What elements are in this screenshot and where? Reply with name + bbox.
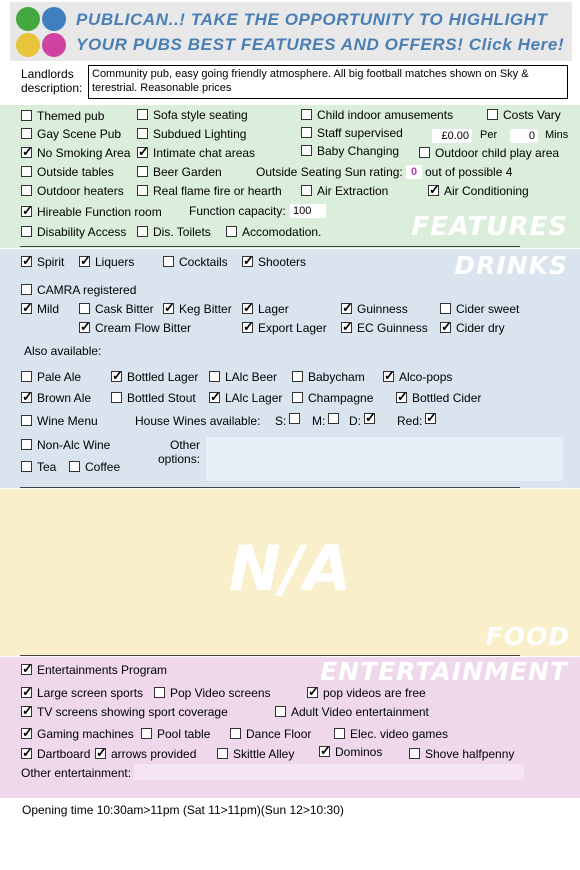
unchecked-checkbox-icon[interactable] [334, 728, 345, 739]
checked-checkbox-icon[interactable] [209, 392, 220, 403]
mins-input[interactable]: 0 [510, 129, 538, 143]
landlord-description-text: Community pub, easy going friendly atmosphere. All big football matches shown on Sky & terestrial. Reasonable prices [88, 65, 568, 99]
wine-m-label: M: [312, 414, 326, 428]
green-circle-icon [16, 7, 40, 31]
checked-checkbox-icon[interactable] [21, 706, 32, 717]
unchecked-checkbox-icon[interactable] [137, 226, 148, 237]
unchecked-checkbox-icon[interactable] [301, 127, 312, 138]
other-options-field[interactable] [206, 437, 563, 481]
banner-headline: PUBLICAN..! TAKE THE OPPORTUNITY TO HIGHLIGHT [76, 10, 548, 29]
features-title: FEATURES [411, 212, 568, 242]
checked-checkbox-icon[interactable] [21, 687, 32, 698]
unchecked-checkbox-icon[interactable] [292, 371, 303, 382]
unchecked-checkbox-icon[interactable] [21, 185, 32, 196]
features-item-label: Intimate chat areas [153, 146, 256, 160]
unchecked-checkbox-icon[interactable] [21, 128, 32, 139]
entertainment-item-label: Elec. video games [350, 727, 449, 741]
entertainment-item-label: Dominos [335, 745, 383, 759]
checked-checkbox-icon[interactable] [163, 303, 174, 314]
unchecked-checkbox-icon[interactable] [292, 392, 303, 403]
drinks-item-label: Non-Alc Wine [37, 438, 111, 452]
checked-checkbox-icon[interactable] [21, 392, 32, 403]
unchecked-checkbox-icon[interactable] [440, 303, 451, 314]
drinks-item-label: Bottled Cider [412, 391, 482, 405]
opening-time: Opening time 10:30am>11pm (Sat 11>11pm)(Sun 12>10:30) [22, 803, 344, 817]
landlord-label-line1: Landlords [21, 67, 74, 81]
features-item-label: Air Extraction [317, 184, 389, 198]
checked-checkbox-icon[interactable] [383, 371, 394, 382]
drinks-item-label: Lager [258, 302, 289, 316]
function-capacity-box[interactable] [290, 203, 326, 218]
drinks-item-label: LAlc Beer [225, 370, 278, 384]
checked-checkbox-icon[interactable] [111, 371, 122, 382]
unchecked-checkbox-icon[interactable] [21, 461, 32, 472]
mins-label: Mins [545, 129, 569, 141]
food-divider [20, 655, 520, 656]
publican-banner[interactable] [10, 2, 572, 61]
cost-input[interactable]: £0.00 [432, 129, 472, 143]
features-item-label: Themed pub [37, 109, 105, 123]
magenta-circle-icon [42, 33, 66, 57]
mins-box[interactable] [510, 128, 538, 143]
unchecked-checkbox-icon[interactable] [69, 461, 80, 472]
per-label: Per [480, 129, 498, 141]
unchecked-checkbox-icon[interactable] [487, 109, 498, 120]
drinks-item-label: Keg Bitter [179, 302, 232, 316]
other-entertainment-field[interactable] [134, 764, 524, 780]
other-options-label [158, 438, 200, 466]
entertainment-item-label: Large screen sports [37, 686, 144, 700]
unchecked-checkbox-icon[interactable] [21, 110, 32, 121]
checked-checkbox-icon[interactable] [364, 413, 375, 424]
drinks-item-label: Brown Ale [37, 391, 92, 405]
drinks-item-label: EC Guinness [357, 321, 428, 335]
drinks-item-label: Spirit [37, 255, 65, 269]
blue-circle-icon [42, 7, 66, 31]
landlord-label-line2: description: [21, 81, 83, 95]
drinks-item-label: Shooters [258, 255, 307, 269]
checked-checkbox-icon[interactable] [95, 748, 106, 759]
unchecked-checkbox-icon[interactable] [21, 439, 32, 450]
unchecked-checkbox-icon[interactable] [226, 226, 237, 237]
unchecked-checkbox-icon[interactable] [217, 748, 228, 759]
entertainment-item-label: pop videos are free [323, 686, 426, 700]
features-item-label: Outside tables [37, 165, 114, 179]
checked-checkbox-icon[interactable] [341, 322, 352, 333]
entertainment-item-label: Shove halfpenny [425, 747, 515, 761]
unchecked-checkbox-icon[interactable] [111, 392, 122, 403]
checked-checkbox-icon[interactable] [21, 728, 32, 739]
drinks-item-label: Export Lager [258, 321, 327, 335]
checked-checkbox-icon[interactable] [21, 664, 32, 675]
checked-checkbox-icon[interactable] [307, 687, 318, 698]
unchecked-checkbox-icon[interactable] [301, 109, 312, 120]
other-options-line2: options: [158, 452, 201, 466]
sun-rating-label: Outside Seating Sun rating: [256, 165, 403, 179]
checked-checkbox-icon[interactable] [21, 147, 32, 158]
features-item-label: Sofa style seating [153, 108, 248, 122]
drinks-item-label: Champagne [308, 391, 374, 405]
drinks-item-label: Guinness [357, 302, 408, 316]
drinks-item-label: Alco-pops [399, 370, 453, 384]
unchecked-checkbox-icon[interactable] [409, 748, 420, 759]
yellow-circle-icon [16, 33, 40, 57]
drinks-item-label: Tea [37, 460, 57, 474]
unchecked-checkbox-icon[interactable] [21, 415, 32, 426]
unchecked-checkbox-icon[interactable] [21, 284, 32, 295]
drinks-item-label: CAMRA registered [37, 283, 137, 297]
checked-checkbox-icon[interactable] [319, 746, 330, 757]
unchecked-checkbox-icon[interactable] [79, 303, 90, 314]
checked-checkbox-icon[interactable] [428, 185, 439, 196]
checked-checkbox-icon[interactable] [396, 392, 407, 403]
drinks-item-label: Wine Menu [37, 414, 98, 428]
drinks-item-label: Bottled Lager [127, 370, 199, 384]
entertainment-title: ENTERTAINMENT [320, 657, 568, 686]
function-capacity-input[interactable]: 100 [290, 204, 326, 218]
other-entertainment-label: Other entertainment: [21, 766, 132, 780]
drinks-item-label: Mild [37, 302, 60, 316]
unchecked-checkbox-icon[interactable] [137, 128, 148, 139]
unchecked-checkbox-icon[interactable] [21, 226, 32, 237]
entertainment-item-label: Dance Floor [246, 727, 312, 741]
checked-checkbox-icon[interactable] [440, 322, 451, 333]
drinks-item-label: Babycham [308, 370, 365, 384]
unchecked-checkbox-icon[interactable] [137, 109, 148, 120]
unchecked-checkbox-icon[interactable] [301, 145, 312, 156]
landlord-description-label [21, 67, 85, 95]
unchecked-checkbox-icon[interactable] [419, 147, 430, 158]
unchecked-checkbox-icon[interactable] [289, 413, 300, 424]
features-item-label: Dis. Toilets [153, 225, 211, 239]
sun-rating-suffix: out of possible 4 [425, 165, 513, 179]
entertainment-item-label: Adult Video entertainment [291, 705, 429, 719]
food-status: N/A [228, 532, 352, 605]
checked-checkbox-icon[interactable] [21, 303, 32, 314]
features-item-label: Subdued Lighting [153, 127, 247, 141]
drinks-item-label: Pale Ale [37, 370, 82, 384]
drinks-item-label: LAlc Lager [225, 391, 283, 405]
checked-checkbox-icon[interactable] [21, 256, 32, 267]
unchecked-checkbox-icon[interactable] [141, 728, 152, 739]
wine-red-label: Red: [397, 414, 423, 428]
checked-checkbox-icon[interactable] [21, 206, 32, 217]
features-item-label: Costs Vary [503, 108, 561, 122]
drinks-item-label: Cream Flow Bitter [95, 321, 192, 335]
also-available-label: Also available: [24, 344, 102, 358]
features-item-label: Accomodation. [242, 225, 322, 239]
entertainment-item-label: Pool table [157, 727, 211, 741]
drinks-title: DRINKS [454, 251, 568, 280]
drinks-item-label: Cider dry [456, 321, 505, 335]
checked-checkbox-icon[interactable] [79, 322, 90, 333]
house-wines-label: House Wines available: [135, 414, 261, 428]
drinks-item-label: Cocktails [179, 255, 228, 269]
checked-checkbox-icon[interactable] [21, 748, 32, 759]
drinks-item-label: Cider sweet [456, 302, 520, 316]
unchecked-checkbox-icon[interactable] [154, 687, 165, 698]
wine-s-label: S: [275, 414, 287, 428]
checked-checkbox-icon[interactable] [242, 256, 253, 267]
drinks-item-label: Cask Bitter [95, 302, 154, 316]
sun-rating-value[interactable]: 0 [406, 165, 422, 179]
checked-checkbox-icon[interactable] [242, 322, 253, 333]
features-item-label: Disability Access [37, 225, 127, 239]
sun-rating-box[interactable] [406, 164, 422, 179]
features-item-label: Air Conditioning [444, 184, 529, 198]
checked-checkbox-icon[interactable] [425, 413, 436, 424]
banner-call-to-action[interactable]: YOUR PUBS BEST FEATURES AND OFFERS! Click Here! [76, 35, 565, 54]
features-item-label: Beer Garden [153, 165, 222, 179]
unchecked-checkbox-icon[interactable] [137, 185, 148, 196]
checked-checkbox-icon[interactable] [137, 147, 148, 158]
food-title: FOOD [485, 622, 570, 651]
unchecked-checkbox-icon[interactable] [21, 371, 32, 382]
other-options-line1: Other [169, 438, 200, 452]
checked-checkbox-icon[interactable] [242, 303, 253, 314]
checked-checkbox-icon[interactable] [79, 256, 90, 267]
unchecked-checkbox-icon[interactable] [328, 413, 339, 424]
features-item-label: No Smoking Area [37, 146, 131, 160]
features-divider [20, 246, 520, 247]
drinks-item-label: Liquers [95, 255, 135, 269]
features-item-label: Staff supervised [317, 126, 403, 140]
entertainment-item-label: Entertainments Program [37, 663, 168, 677]
drinks-divider [20, 487, 520, 488]
entertainment-item-label: Gaming machines [37, 727, 134, 741]
unchecked-checkbox-icon[interactable] [275, 706, 286, 717]
entertainment-item-label: arrows provided [111, 747, 197, 761]
features-item-label: Outdoor child play area [435, 146, 560, 160]
entertainment-item-label: Dartboard [37, 747, 91, 761]
unchecked-checkbox-icon[interactable] [163, 256, 174, 267]
drinks-item-label: Coffee [85, 460, 121, 474]
features-item-label: Child indoor amusements [317, 108, 454, 122]
features-item-label: Gay Scene Pub [37, 127, 122, 141]
cost-box[interactable] [432, 128, 472, 143]
function-capacity-label: Function capacity: [189, 204, 286, 218]
unchecked-checkbox-icon[interactable] [137, 166, 148, 177]
features-item-label: Hireable Function room [37, 205, 162, 219]
drinks-item-label: Bottled Stout [127, 391, 196, 405]
unchecked-checkbox-icon[interactable] [21, 166, 32, 177]
entertainment-item-label: Skittle Alley [233, 747, 295, 761]
features-item-label: Real flame fire or hearth [153, 184, 282, 198]
unchecked-checkbox-icon[interactable] [209, 371, 220, 382]
entertainment-item-label: TV screens showing sport coverage [37, 705, 228, 719]
entertainment-item-label: Pop Video screens [170, 686, 271, 700]
features-item-label: Baby Changing [317, 144, 400, 158]
unchecked-checkbox-icon[interactable] [301, 185, 312, 196]
features-item-label: Outdoor heaters [37, 184, 124, 198]
wine-d-label: D: [349, 414, 361, 428]
unchecked-checkbox-icon[interactable] [230, 728, 241, 739]
checked-checkbox-icon[interactable] [341, 303, 352, 314]
